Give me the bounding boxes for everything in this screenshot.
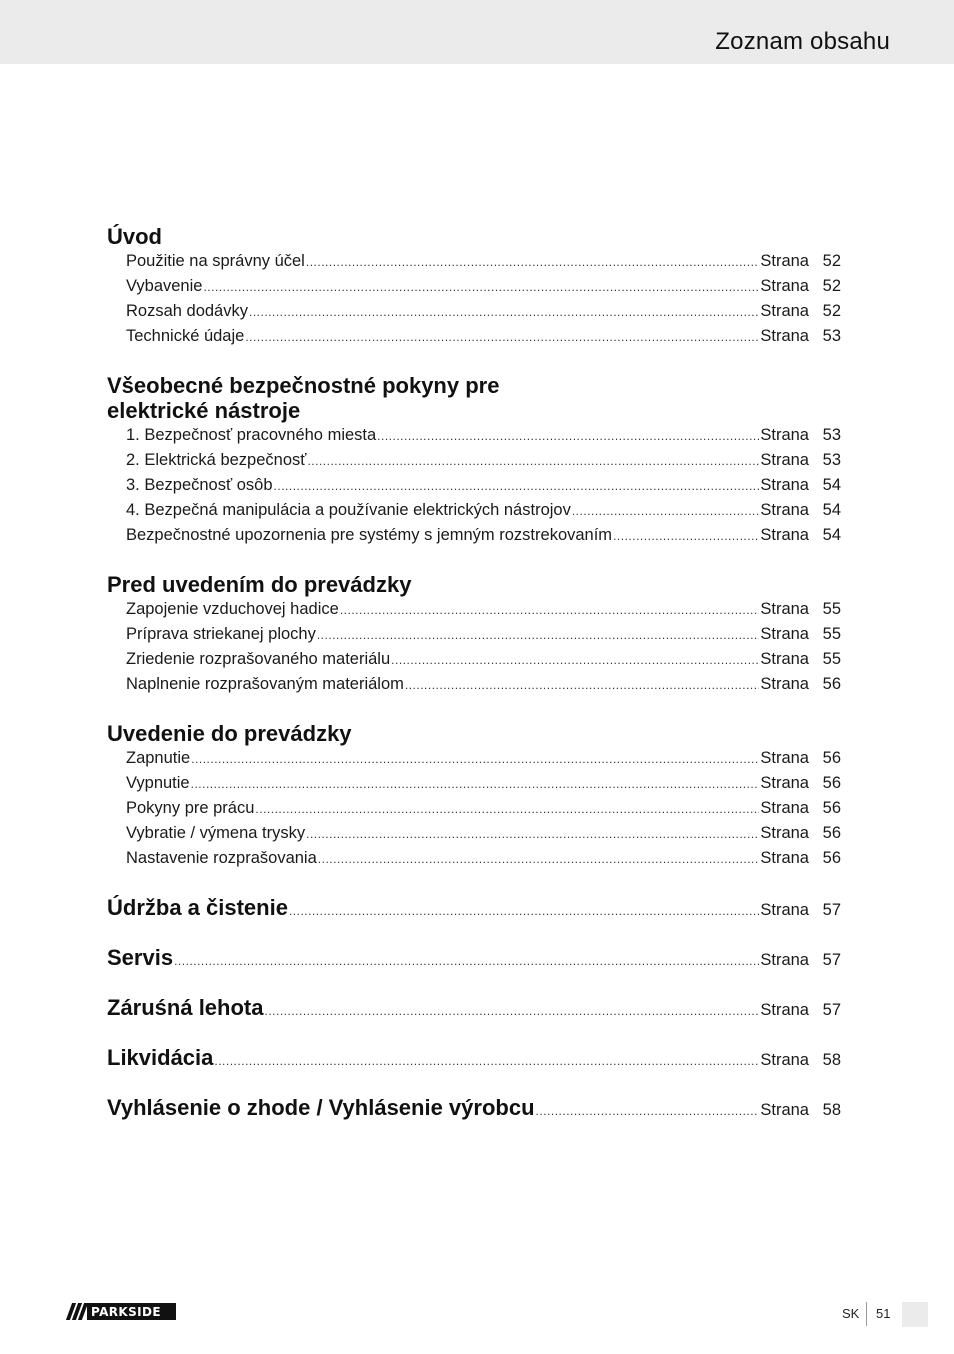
- dot-leader: [289, 899, 759, 924]
- section-title-line1: Všeobecné bezpečnostné pokyny pre: [107, 373, 500, 398]
- footer-tab: [902, 1302, 928, 1327]
- entry-page: [760, 821, 841, 846]
- page-word: Strana: [760, 749, 809, 767]
- dot-leader: [191, 747, 759, 772]
- toc-entry[interactable]: [107, 796, 841, 821]
- language-code: SK: [842, 1306, 860, 1321]
- entry-label: Pokyny pre prácu: [126, 799, 255, 817]
- page-number: 58: [822, 1101, 841, 1119]
- page-number: 52: [822, 252, 841, 270]
- dot-leader: [405, 673, 760, 698]
- page-number: 56: [822, 824, 841, 842]
- page-word: Strana: [760, 824, 809, 842]
- page-number: 56: [822, 799, 841, 817]
- toc-entry[interactable]: [107, 423, 841, 448]
- dot-leader: [203, 275, 759, 300]
- page-title: Zoznam obsahu: [715, 28, 890, 55]
- toc-entry[interactable]: [107, 498, 841, 523]
- section-title-line2: elektrické nástroje: [107, 398, 301, 423]
- toc-section-safety: [107, 373, 841, 548]
- toc-entry[interactable]: [107, 473, 841, 498]
- entry-label: Bezpečnostné upozornenia pre systémy s jemným rozstrekovaním: [126, 526, 613, 544]
- entry-label: Vypnutie: [126, 774, 190, 792]
- page-number: 54: [822, 501, 841, 519]
- toc-section-operation: [107, 721, 841, 871]
- dot-leader: [307, 449, 759, 474]
- page-number: 53: [822, 426, 841, 444]
- page-word: Strana: [760, 426, 809, 444]
- toc-entry[interactable]: [107, 821, 841, 846]
- entry-label: 4. Bezpečná manipulácia a používanie elektrických nástrojov: [126, 501, 571, 519]
- page-number: 52: [822, 302, 841, 320]
- entry-label: Naplnenie rozprašovaným materiálom: [126, 675, 404, 693]
- page-number: 56: [822, 675, 841, 693]
- page-word: Strana: [760, 675, 809, 693]
- toc-entry[interactable]: [107, 299, 841, 324]
- page-word: Strana: [760, 901, 809, 919]
- toc-entry[interactable]: [107, 523, 841, 548]
- page-number: 55: [822, 600, 841, 618]
- page-word: Strana: [760, 849, 809, 867]
- dot-leader: [214, 1049, 759, 1074]
- entry-label: Vybavenie: [126, 277, 203, 295]
- page-word: Strana: [760, 625, 809, 643]
- toc-entry[interactable]: [107, 324, 841, 349]
- page-number: 52: [822, 277, 841, 295]
- page-word: Strana: [760, 774, 809, 792]
- page-number: 55: [822, 625, 841, 643]
- toc-section-uvod: [107, 224, 841, 349]
- entry-page: [760, 324, 841, 349]
- page-word: Strana: [760, 526, 809, 544]
- page-word: Strana: [760, 1001, 809, 1019]
- main-entry-label: Záruśná lehota: [107, 995, 264, 1020]
- entry-label: Rozsah dodávky: [126, 302, 248, 320]
- page-word: Strana: [760, 277, 809, 295]
- entry-page: [760, 796, 841, 821]
- toc-main-entry[interactable]: [107, 995, 841, 1045]
- entry-label: 1. Bezpečnosť pracovného miesta: [126, 426, 377, 444]
- dot-leader: [306, 250, 760, 275]
- dot-leader: [572, 499, 760, 524]
- entry-page: [760, 423, 841, 448]
- toc-entry[interactable]: [107, 249, 841, 274]
- page-number: 54: [822, 526, 841, 544]
- entry-page: [760, 1048, 841, 1073]
- toc-entry[interactable]: [107, 597, 841, 622]
- entry-page: [760, 448, 841, 473]
- main-entry-label: Likvidácia: [107, 1045, 214, 1070]
- entry-label: Použitie na správny účel: [126, 252, 305, 270]
- entry-page: [760, 846, 841, 871]
- main-entry-label: Vyhlásenie o zhode / Vyhlásenie výrobcu: [107, 1095, 535, 1120]
- dot-leader: [249, 300, 759, 325]
- table-of-contents: [107, 224, 841, 1145]
- entry-label: Nastavenie rozprašovania: [126, 849, 317, 867]
- entry-page: [760, 948, 841, 973]
- page-word: Strana: [760, 600, 809, 618]
- toc-main-entry[interactable]: [107, 1045, 841, 1095]
- dot-leader: [377, 424, 759, 449]
- page-word: Strana: [760, 327, 809, 345]
- page-number: 57: [822, 951, 841, 969]
- page-word: Strana: [760, 1051, 809, 1069]
- page-word: Strana: [760, 951, 809, 969]
- toc-entry[interactable]: [107, 622, 841, 647]
- entry-page: [760, 672, 841, 697]
- entry-page: [760, 473, 841, 498]
- logo-text: PARKSIDE: [91, 1304, 161, 1319]
- entry-page: [760, 1098, 841, 1123]
- dot-leader: [191, 772, 760, 797]
- entry-label: Vybratie / výmena trysky: [126, 824, 306, 842]
- entry-label: Zapnutie: [126, 749, 191, 767]
- page-word: Strana: [760, 799, 809, 817]
- toc-main-entry[interactable]: [107, 945, 841, 995]
- dot-leader: [264, 999, 759, 1024]
- entry-page: [760, 898, 841, 923]
- section-title: Pred uvedením do prevádzky: [107, 572, 412, 597]
- dot-leader: [245, 325, 759, 350]
- page-number: 58: [822, 1051, 841, 1069]
- entry-label: Zapojenie vzduchovej hadice: [126, 600, 339, 618]
- page-number: 53: [822, 327, 841, 345]
- page-number: 56: [822, 774, 841, 792]
- page-word: Strana: [760, 252, 809, 270]
- toc-entry[interactable]: [107, 672, 841, 697]
- toc-entry[interactable]: [107, 771, 841, 796]
- entry-page: [760, 746, 841, 771]
- entry-page: [760, 647, 841, 672]
- page-number: 57: [822, 1001, 841, 1019]
- entry-page: [760, 998, 841, 1023]
- dot-leader: [340, 598, 760, 623]
- page-word: Strana: [760, 650, 809, 668]
- dot-leader: [613, 524, 759, 549]
- entry-label: 3. Bezpečnosť osôb: [126, 476, 273, 494]
- toc-entry[interactable]: [107, 746, 841, 771]
- page-word: Strana: [760, 451, 809, 469]
- dot-leader: [317, 623, 760, 648]
- entry-page: [760, 498, 841, 523]
- dot-leader: [274, 474, 760, 499]
- page-word: Strana: [760, 302, 809, 320]
- toc-section-before-operation: [107, 572, 841, 697]
- entry-page: [760, 523, 841, 548]
- page-number-footer: 51: [876, 1306, 891, 1321]
- parkside-logo: [65, 1303, 176, 1320]
- page-number: 57: [822, 901, 841, 919]
- page-number: 56: [822, 749, 841, 767]
- entry-label: Zriedenie rozprašovaného materiálu: [126, 650, 391, 668]
- dot-leader: [318, 847, 760, 872]
- entry-label: 2. Elektrická bezpečnosť: [126, 451, 307, 469]
- page-word: Strana: [760, 476, 809, 494]
- page-number: 55: [822, 650, 841, 668]
- toc-main-entry[interactable]: [107, 895, 841, 945]
- section-title: Úvod: [107, 224, 162, 249]
- toc-entry[interactable]: [107, 274, 841, 299]
- entry-label: Technické údaje: [126, 327, 245, 345]
- page-word: Strana: [760, 501, 809, 519]
- entry-page: [760, 771, 841, 796]
- logo-stripes-icon: [65, 1303, 87, 1320]
- page-word: Strana: [760, 1101, 809, 1119]
- entry-page: [760, 597, 841, 622]
- dot-leader: [536, 1099, 760, 1124]
- dot-leader: [174, 949, 759, 974]
- entry-page: [760, 249, 841, 274]
- toc-main-entry[interactable]: [107, 1095, 841, 1145]
- page-number: 53: [822, 451, 841, 469]
- page-number: 54: [822, 476, 841, 494]
- entry-page: [760, 274, 841, 299]
- entry-label: Príprava striekanej plochy: [126, 625, 316, 643]
- footer-divider: [866, 1302, 867, 1326]
- toc-entry[interactable]: [107, 448, 841, 473]
- entry-page: [760, 622, 841, 647]
- entry-page: [760, 299, 841, 324]
- toc-entry[interactable]: [107, 846, 841, 871]
- toc-entry[interactable]: [107, 647, 841, 672]
- dot-leader: [255, 797, 759, 822]
- section-title: Uvedenie do prevádzky: [107, 721, 352, 746]
- main-entry-label: Údržba a čistenie: [107, 895, 288, 920]
- page-number: 56: [822, 849, 841, 867]
- dot-leader: [391, 648, 759, 673]
- main-entry-label: Servis: [107, 945, 174, 970]
- dot-leader: [306, 822, 759, 847]
